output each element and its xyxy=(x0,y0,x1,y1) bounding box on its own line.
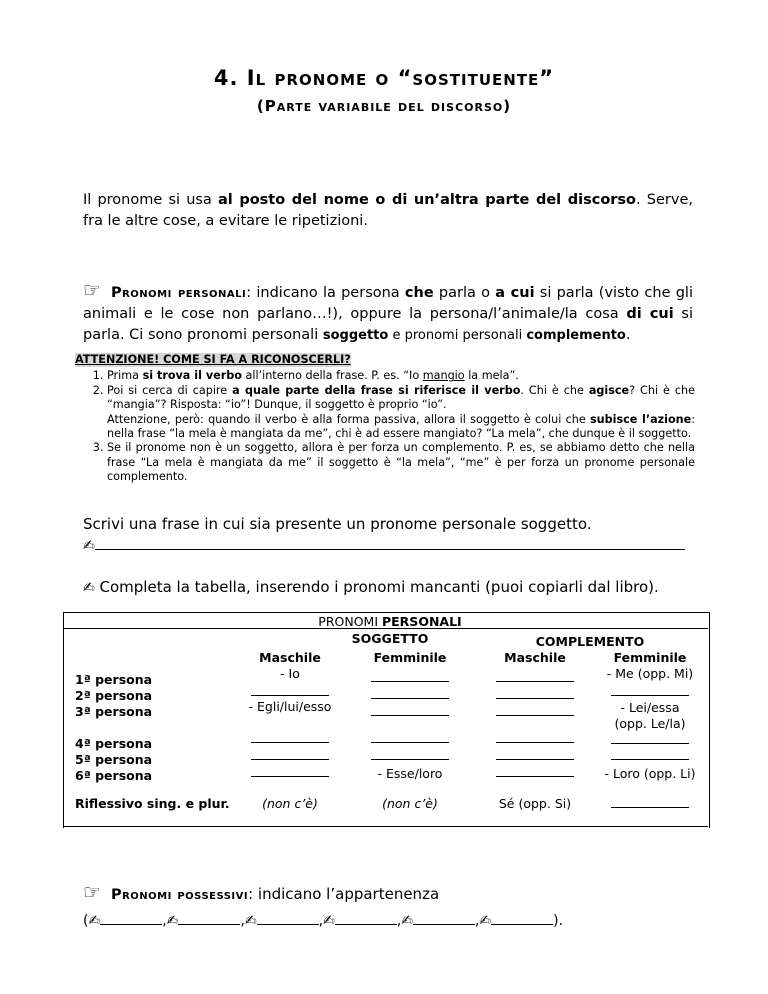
list-item: 1. Prima si trova il verbo all’interno della frase. P. es. “Io mangio la mela”. xyxy=(107,369,695,383)
blank-field[interactable] xyxy=(480,731,590,747)
blank-field[interactable] xyxy=(235,748,345,764)
blank-field[interactable] xyxy=(480,704,590,720)
cell-lei-opp: (opp. Le/la) xyxy=(614,716,686,731)
pronomi-personali-paragraph: ☞ Pronomi personali: indicano la persona che parla o a cui si parla (visto che gli animali e le cose non parlano…!), oppure la persona/l’animale/la cosa di cui si parla. Ci sono pronomi personali soggetto e pronomi personali complemento. xyxy=(83,278,693,343)
cell-non-ce: (non c’è) xyxy=(262,796,318,811)
blank-field[interactable] xyxy=(590,796,710,812)
blank-field[interactable] xyxy=(355,687,465,703)
blank-field[interactable] xyxy=(480,748,590,764)
page-subtitle: (Parte variabile del discorso) xyxy=(256,97,512,115)
blank-field[interactable] xyxy=(480,670,590,686)
list-item: 3. Se il pronome non è un soggetto, allora è per forza un complemento. P. es, se abbiamo detto che nella frase “La mela è mangiata da me” il soggetto è “la mela”, “me” è per forza un pronome personale complemento. xyxy=(107,441,695,484)
blank-field[interactable] xyxy=(590,748,710,764)
blank-field[interactable] xyxy=(590,684,710,700)
blank-field[interactable] xyxy=(355,748,465,764)
femminile-header: Femminile xyxy=(373,650,447,665)
page-title: 4. Il pronome o “sostituente” xyxy=(213,66,555,90)
blank-field[interactable] xyxy=(355,704,465,720)
cell-esse: - Esse/loro xyxy=(377,766,443,781)
complemento-header: COMPLEMENTO xyxy=(535,634,645,649)
table-divider xyxy=(63,826,708,827)
row-label: 3ª persona xyxy=(75,704,153,719)
possessivi-answer-line[interactable]: (✍ ,✍ ,✍ ,✍ ,✍ ,✍ ). xyxy=(83,913,564,929)
attention-box xyxy=(75,353,695,485)
list-item: 2. Poi si cerca di capire a quale parte della frase si riferisce il verbo. Chi è che agisce? Chi è che “mangia”? Risposta: “io”! Dunque, il soggetto è proprio “io”. Attenzione, però: quando il verbo è alla forma passiva, allora il soggetto è colui che subisce l’azione: nella frase “la mela è mangiata da me”, chi è ad essere mangiato? “La mela”, che dunque è il soggetto. xyxy=(107,384,695,442)
pen-icon: ✍ xyxy=(323,913,335,929)
blank-field[interactable] xyxy=(355,731,465,747)
cell-non-ce: (non c’è) xyxy=(382,796,438,811)
blank-field[interactable] xyxy=(480,765,590,781)
soggetto-header: SOGGETTO xyxy=(351,631,429,646)
pointing-hand-icon: ☞ xyxy=(83,278,101,302)
row-label: Riflessivo sing. e plur. xyxy=(75,796,230,811)
exercise-instruction: Scrivi una frase in cui sia presente un pronome personale soggetto. xyxy=(83,515,592,533)
blank-field[interactable] xyxy=(355,670,465,686)
row-label: 5ª persona xyxy=(75,752,153,767)
blank-field[interactable] xyxy=(235,765,345,781)
blank-field[interactable] xyxy=(590,732,710,748)
attention-title: ATTENZIONE! COME SI FA A RICONOSCERLI? xyxy=(75,353,351,366)
blank-field[interactable] xyxy=(235,684,345,700)
pen-icon: ✍ xyxy=(88,913,101,929)
table-instruction: ✍ Completa la tabella, inserendo i pronomi mancanti (puoi copiarli dal libro). xyxy=(83,578,659,596)
pen-icon: ✍ xyxy=(166,913,179,929)
cell-io: - Io xyxy=(280,666,300,681)
cell-lei: - Lei/essa xyxy=(620,700,680,715)
table-title: PRONOMI PERSONALI xyxy=(318,614,462,629)
section-heading: Pronomi personali xyxy=(110,285,247,301)
femminile-header: Femminile xyxy=(613,650,687,665)
pen-icon: ✍ xyxy=(83,538,95,554)
cell-loro: - Loro (opp. Li) xyxy=(604,766,696,781)
row-label: 4ª persona xyxy=(75,736,153,751)
pointing-hand-icon: ☞ xyxy=(83,880,101,904)
pen-icon: ✍ xyxy=(83,580,95,596)
pen-icon: ✍ xyxy=(401,913,413,929)
maschile-header: Maschile xyxy=(504,650,566,665)
cell-egli: - Egli/lui/esso xyxy=(248,699,332,714)
row-label: 2ª persona xyxy=(75,688,153,703)
pronomi-possessivi-heading: ☞ Pronomi possessivi: indicano l’appartenenza xyxy=(83,880,440,904)
blank-field[interactable] xyxy=(235,731,345,747)
cell-me: - Me (opp. Mi) xyxy=(606,666,694,681)
intro-paragraph: Il pronome si usa al posto del nome o di un’altra parte del discorso. Serve, fra le altre cose, a evitare le ripetizioni. xyxy=(83,192,693,229)
pen-icon: ✍ xyxy=(244,913,257,929)
row-label: 6ª persona xyxy=(75,768,153,783)
pen-icon: ✍ xyxy=(479,913,492,929)
blank-field[interactable] xyxy=(480,687,590,703)
answer-line[interactable] xyxy=(83,536,693,554)
maschile-header: Maschile xyxy=(259,650,321,665)
cell-se: Sé (opp. Si) xyxy=(498,796,572,811)
row-label: 1ª persona xyxy=(75,672,153,687)
